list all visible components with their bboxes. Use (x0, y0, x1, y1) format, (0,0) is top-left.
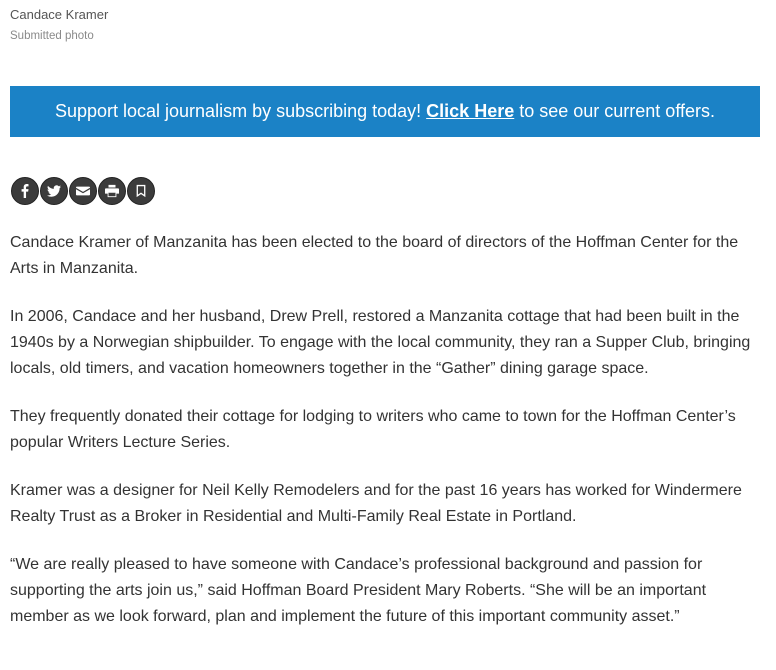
caption-credit: Submitted photo (10, 30, 94, 42)
share-toolbar (11, 177, 155, 205)
facebook-icon[interactable] (11, 177, 39, 205)
email-icon[interactable] (69, 177, 97, 205)
promo-text-after: to see our current offers. (514, 101, 716, 121)
subscribe-banner (10, 86, 760, 137)
print-icon[interactable] (98, 177, 126, 205)
article-paragraph: “We are really pleased to have someone with Candace’s professional background and passion for supporting the arts join us,” said Hoffman Board President Mary Roberts. “She will be an important member as we look forward, plan and implement the future of this important community asset.” (10, 556, 707, 625)
article-body (10, 230, 766, 652)
promo-text-before: Support local journalism by subscribing today! (54, 101, 427, 121)
click-here-link[interactable]: Click Here (426, 101, 515, 121)
article-paragraph: In 2006, Candace and her husband, Drew Prell, restored a Manzanita cottage that had been built in the 1940s by a Norwegian shipbuilder. To engage with the local community, they ran a Supper Club, bringing locals, old timers, and vacation homeowners together in the “Gather” dining garage space. (10, 308, 751, 377)
article-paragraph: They frequently donated their cottage for lodging to writers who came to town for the Hoffman Center’s popular Writers Lecture Series. (10, 408, 736, 451)
article-paragraph: Kramer was a designer for Neil Kelly Remodelers and for the past 16 years has worked for Windermere Realty Trust as a Broker in Residential and Multi-Family Real Estate in Portland. (10, 482, 742, 525)
article-paragraph: Candace Kramer of Manzanita has been elected to the board of directors of the Hoffman Center for the Arts in Manzanita. (10, 234, 739, 277)
bookmark-icon[interactable] (127, 177, 155, 205)
twitter-icon[interactable] (40, 177, 68, 205)
caption-name: Candace Kramer (10, 7, 109, 22)
photo-caption (10, 6, 108, 44)
